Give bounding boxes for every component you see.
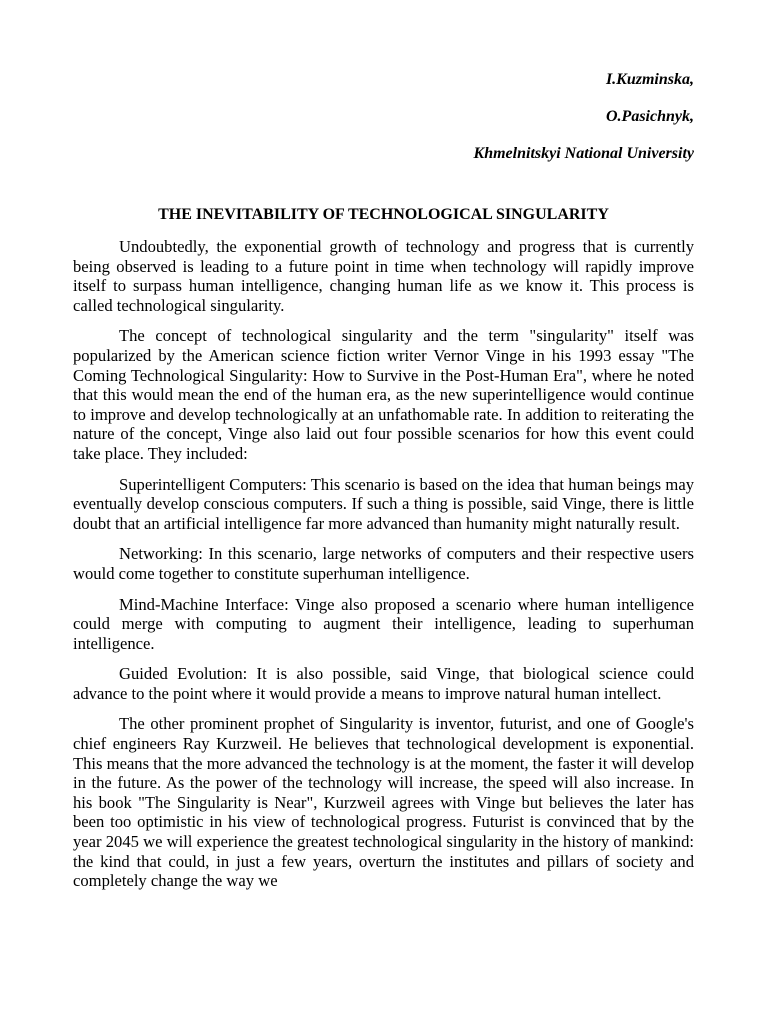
paragraph-mind-machine-interface: Mind-Machine Interface: Vinge also proposed a scenario where human intelligence could merge with computing to augment their intelligence, leading to superhuman intelligence. — [73, 594, 694, 653]
paragraph-networking: Networking: In this scenario, large networks of computers and their respective users would come together to constitute superhuman intelligence. — [73, 544, 694, 583]
paragraph-kurzweil: The other prominent prophet of Singularity is inventor, futurist, and one of Google's chief engineers Ray Kurzweil. He believes that technological development is exponential. This means that the more advanced the technology is at the moment, the faster it will develop in the future. As the power of the technology will increase, the speed will also increase. In his book "The Singularity is Near", Kurzweil agrees with Vinge but believes the later has been too optimistic in his view of technological progress. Futurist is convinced that by the year 2045 we will experience the greatest technological singularity in the history of mankind: the kind that could, in just a few years, overturn the institutes and pillars of society and completely change the way we — [73, 714, 694, 891]
paragraph-vinge-concept: The concept of technological singularity and the term "singularity" itself was popularized by the American science fiction writer Vernor Vinge in his 1993 essay "The Coming Technological Singularity: How to Survive in the Post-Human Era", where he noted that this would mean the end of the human era, as the new superintelligence would continue to improve and develop technologically at an unfathomable rate. In addition to reiterating the nature of the concept, Vinge also laid out four possible scenarios for how this event could take place. They included: — [73, 326, 694, 463]
paragraph-superintelligent-computers: Superintelligent Computers: This scenario is based on the idea that human beings may eventually develop conscious computers. If such a thing is possible, said Vinge, there is little doubt that an artificial intelligence far more advanced than humanity might naturally result. — [73, 474, 694, 533]
author-name-2: O.Pasichnyk, — [606, 108, 694, 125]
affiliation: Khmelnitskyi National University — [473, 145, 694, 162]
paragraph-intro: Undoubtedly, the exponential growth of technology and progress that is currently being observed is leading to a future point in time when technology will rapidly improve itself to surpass human intelligence, changing human life as we know it. This process is called technological singularity. — [73, 237, 694, 315]
document-body — [73, 237, 694, 902]
paragraph-guided-evolution: Guided Evolution: It is also possible, said Vinge, that biological science could advance to the point where it would provide a means to improve natural human intellect. — [73, 664, 694, 703]
document-title: THE INEVITABILITY OF TECHNOLOGICAL SINGULARITY — [158, 206, 609, 223]
author-name-1: I.Kuzminska, — [605, 71, 694, 88]
